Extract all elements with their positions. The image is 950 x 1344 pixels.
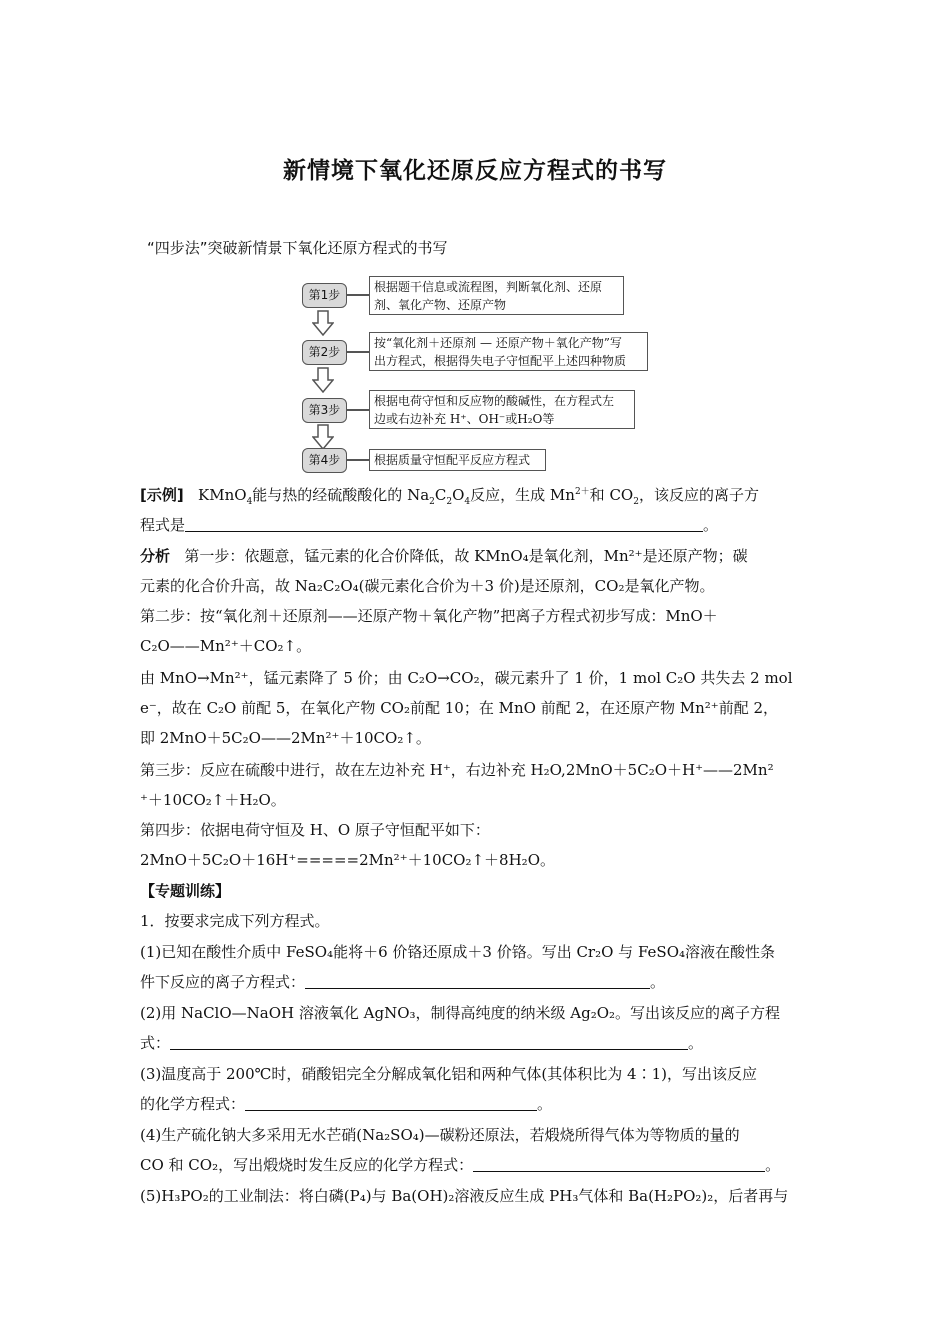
analysis-line-8: 第三步：反应在硫酸中进行，故在左边补充 H⁺，右边补充 H₂O,2MnO＋5C₂O＋H⁺——2Mn² <box>140 761 774 779</box>
question-1: 1．按要求完成下列方程式。 <box>140 912 330 930</box>
step-3-line-1: 根据电荷守恒和反应物的酸碱性，在方程式左 <box>374 394 615 408</box>
step-1-line-1: 根据题干信息或流程图，判断氧化剂、还原 <box>374 280 603 294</box>
connector-3 <box>347 409 369 411</box>
example-tag: [示例] <box>140 486 184 504</box>
answer-blank[interactable] <box>245 1094 537 1111</box>
question-1-3-line-1: (3)温度高于 200℃时，硝酸铝完全分解成氧化铝和两种气体(其体积比为 4∶1)，写出该反应 <box>140 1065 757 1083</box>
analysis-line-11: 2MnO＋5C₂O＋16H⁺=====2Mn²⁺＋10CO₂↑＋8H₂O。 <box>140 851 555 869</box>
step-4-description: 根据质量守恒配平反应方程式 <box>369 449 546 471</box>
step-4-box: 第4步 <box>302 448 347 473</box>
down-arrow-icon <box>312 310 334 336</box>
example-line-2: 程式是 。 <box>140 516 719 534</box>
analysis-line-1: 分析 第一步：依题意，锰元素的化合价降低，故 KMnO₄是氧化剂，Mn²⁺是还原产物；碳 <box>140 547 748 565</box>
step-1-line-2: 剂、氧化产物、还原产物 <box>374 298 507 312</box>
connector-4 <box>347 459 369 461</box>
step-1-box: 第1步 <box>302 283 347 308</box>
answer-blank[interactable] <box>473 1155 765 1172</box>
analysis-line-2: 元素的化合价升高，故 Na₂C₂O₄(碳元素化合价为＋3 价)是还原剂，CO₂是氧化产物。 <box>140 577 715 595</box>
question-1-3-line-2: 的化学方程式： 。 <box>140 1095 553 1113</box>
page-title: 新情境下氧化还原反应方程式的书写 <box>283 158 667 184</box>
step-2-box: 第2步 <box>302 340 347 365</box>
step-3-box: 第3步 <box>302 398 347 423</box>
four-step-flowchart <box>0 0 950 480</box>
training-heading: 【专题训练】 <box>140 882 231 900</box>
step-3-line-2: 边或右边补充 H⁺、OH⁻或H₂O等 <box>374 412 555 426</box>
analysis-line-6: e⁻，故在 C₂O 前配 5，在氧化产物 CO₂前配 10；在 MnO 前配 2，在还原产物 Mn²⁺前配 2， <box>140 699 779 717</box>
question-1-5-line-1: (5)H₃PO₂的工业制法：将白磷(P₄)与 Ba(OH)₂溶液反应生成 PH₃气体和 Ba(H₂PO₂)₂，后者再与 <box>140 1187 789 1205</box>
analysis-line-10: 第四步：依据电荷守恒及 H、O 原子守恒配平如下： <box>140 821 490 839</box>
question-1-1-line-2: 件下反应的离子方程式： 。 <box>140 973 666 991</box>
question-1-2-line-1: (2)用 NaClO—NaOH 溶液氧化 AgNO₃，制得高纯度的纳米级 Ag₂O₂。写出该反应的离子方程 <box>140 1004 781 1022</box>
analysis-line-9: ⁺＋10CO₂↑＋H₂O。 <box>140 791 286 809</box>
answer-blank[interactable] <box>185 515 703 532</box>
answer-blank[interactable] <box>170 1033 688 1050</box>
step-2-description <box>369 332 648 371</box>
step-3-description <box>369 390 635 429</box>
question-1-1-line-1: (1)已知在酸性介质中 FeSO₄能将＋6 价铬还原成＋3 价铬。写出 Cr₂O 与 FeSO₄溶液在酸性条 <box>140 943 776 961</box>
analysis-line-7: 即 2MnO＋5C₂O——2Mn²⁺＋10CO₂↑。 <box>140 729 431 747</box>
down-arrow-icon <box>312 424 334 450</box>
example-line-1: [示例] KMnO$_4$能与热的经硫酸酸化的 $Na_2C_2O_4$反应，生成 $Mn^{2+}$和 $CO_2$，该反应的离子方 <box>140 486 759 507</box>
answer-blank[interactable] <box>305 972 650 989</box>
section-subtitle: “四步法”突破新情景下氧化还原方程式的书写 <box>147 239 448 257</box>
analysis-line-5: 由 MnO→Mn²⁺，锰元素降了 5 价；由 C₂O→CO₂，碳元素升了 1 价，1 mol C₂O 共失去 2 mol <box>140 669 793 687</box>
analysis-line-4: C₂O——Mn²⁺＋CO₂↑。 <box>140 637 312 655</box>
step-2-line-1: 按“氧化剂＋还原剂 — 还原产物＋氧化产物”写 <box>374 336 622 350</box>
question-1-4-line-2: CO 和 CO₂，写出煅烧时发生反应的化学方程式： 。 <box>140 1156 781 1174</box>
step-2-line-2: 出方程式，根据得失电子守恒配平上述四种物质 <box>374 354 627 368</box>
down-arrow-icon <box>312 367 334 393</box>
question-1-2-line-2: 式： 。 <box>140 1034 704 1052</box>
question-1-4-line-1: (4)生产硫化钠大多采用无水芒硝(Na₂SO₄)—碳粉还原法，若煅烧所得气体为等物质的量的 <box>140 1126 740 1144</box>
step-1-description <box>369 276 624 315</box>
connector-1 <box>347 294 369 296</box>
analysis-line-3: 第二步：按“氧化剂＋还原剂——还原产物＋氧化产物”把离子方程式初步写成：MnO＋ <box>140 607 718 625</box>
analysis-tag: 分析 <box>140 547 171 565</box>
connector-2 <box>347 351 369 353</box>
